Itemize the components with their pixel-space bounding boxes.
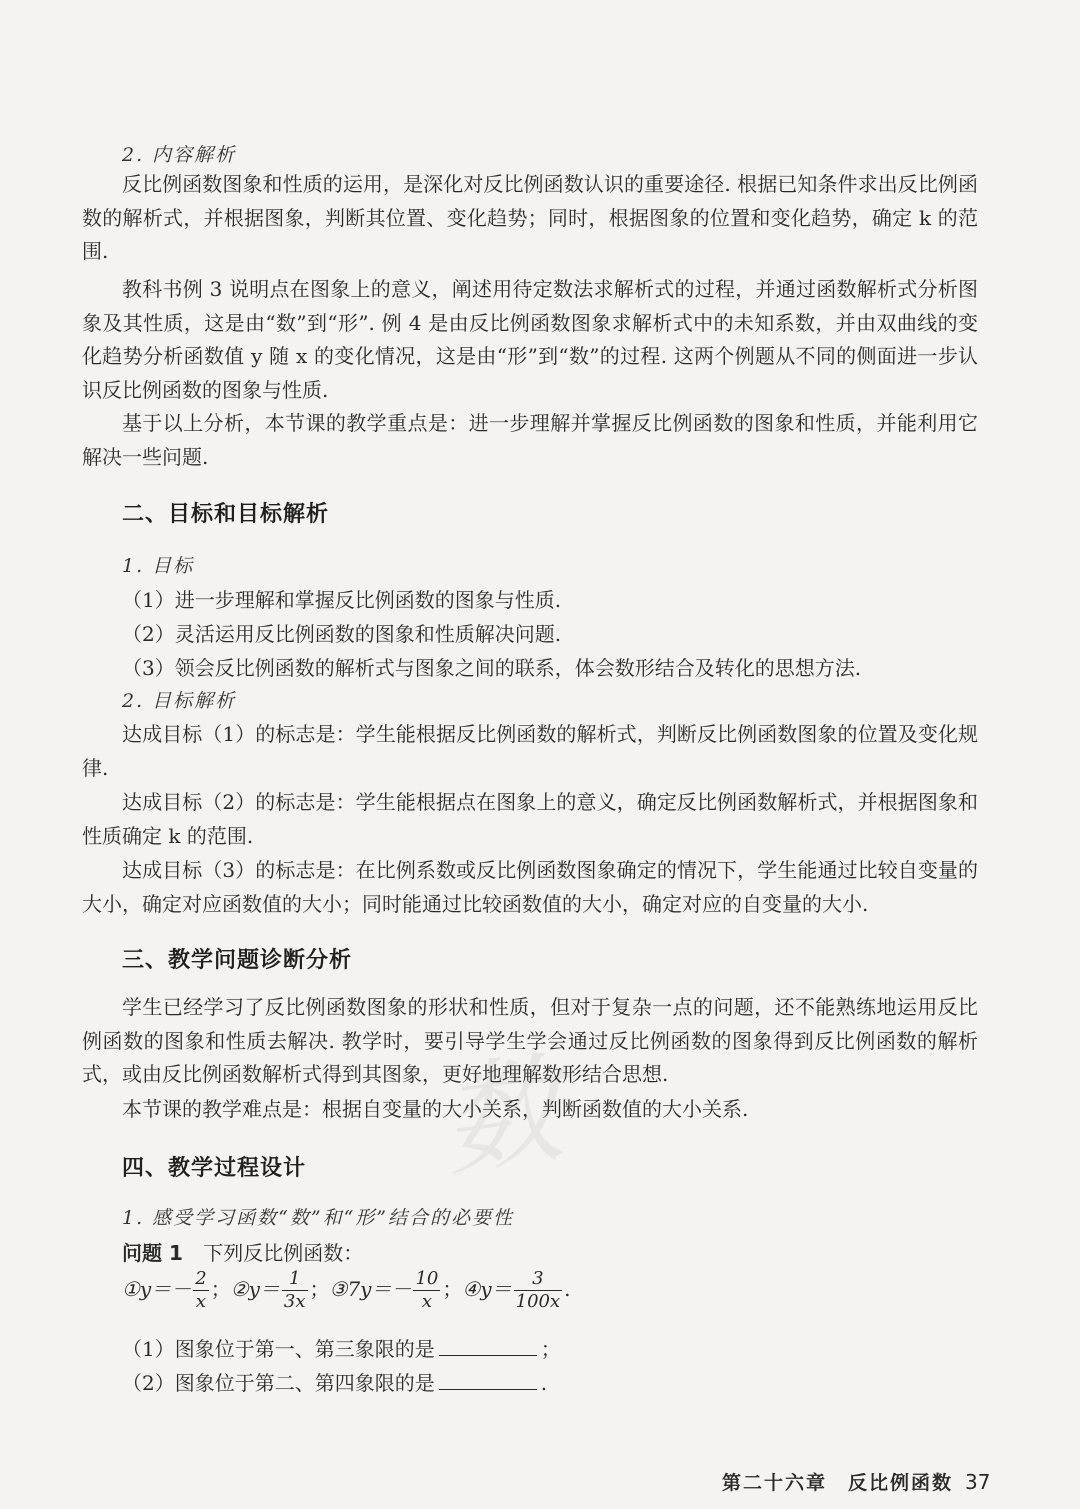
goal-item: （2）灵活运用反比例函数的图象和性质解决问题. — [122, 622, 562, 646]
subheading-goal-analysis: 2. 目标解析 — [122, 690, 237, 712]
separator: ； — [210, 1277, 231, 1301]
fraction — [193, 1268, 208, 1313]
problem-text: 下列反比例函数： — [203, 1241, 364, 1265]
formula-end: . — [564, 1277, 571, 1301]
question-end: . — [540, 1371, 548, 1395]
question-text: （2）图象位于第二、第四象限的是 — [122, 1371, 435, 1395]
problem-label: 问题 1 — [122, 1241, 183, 1265]
paragraph: 达成目标（2）的标志是：学生能根据点在图象上的意义，确定反比例函数解析式，并根据图象和性质确定 k 的范围. — [82, 790, 978, 848]
paragraph: 教科书例 3 说明点在图象上的意义，阐述用待定数法求解析式的过程，并通过函数解析式分析图象及其性质，这是由“数”到“形”. 例 4 是由反比例函数图象求解析式中的未知系数，并由双曲线的变化趋势分析函数值 y 随 x 的变化情况，这是由“形”到“数”的过程. 这两个例题从不同的侧面进一步认识反比例函数的图象与性质. — [82, 277, 978, 402]
paragraph: 基于以上分析，本节课的教学重点是：进一步理解并掌握反比例函数的图象和性质，并能利用它解决一些问题. — [82, 411, 978, 469]
numerator: 1 — [282, 1268, 308, 1291]
numerator: 2 — [195, 1268, 207, 1289]
page-number: 37 — [965, 1470, 991, 1494]
watermark: 数 — [432, 1038, 581, 1195]
question-line — [122, 1333, 561, 1362]
goal-item: （3）领会反比例函数的解析式与图象之间的联系，体会数形结合及转化的思想方法. — [122, 656, 862, 680]
separator: ； — [442, 1277, 463, 1301]
subheading-goals: 1. 目标 — [122, 555, 195, 577]
formula-line — [122, 1268, 571, 1313]
formula-1-prefix: ①y＝－ — [122, 1277, 192, 1301]
numerator: 3 — [514, 1268, 563, 1291]
formula-3-prefix: ③7y＝－ — [329, 1277, 412, 1301]
denominator: x — [195, 1291, 207, 1312]
section-title: 二、目标和目标解析 — [122, 502, 330, 527]
separator: ； — [309, 1277, 330, 1301]
denominator: 3x — [283, 1291, 306, 1312]
question-end: ； — [540, 1337, 561, 1361]
formula-4-prefix: ④y＝ — [462, 1277, 512, 1301]
formula-2-prefix: ②y＝ — [230, 1277, 280, 1301]
page-footer — [722, 1468, 990, 1495]
numerator: 10 — [415, 1268, 439, 1289]
question-line — [122, 1367, 547, 1396]
fraction — [514, 1268, 563, 1313]
paragraph: 达成目标（1）的标志是：学生能根据反比例函数的解析式，判断反比例函数图象的位置及变化规律. — [82, 722, 978, 780]
section-title: 三、教学问题诊断分析 — [122, 948, 353, 973]
chapter-title: 第二十六章 反比例函数 — [722, 1472, 954, 1494]
paragraph: 反比例函数图象和性质的运用，是深化对反比例函数认识的重要途径. 根据已知条件求出反比例函数的解析式，并根据图象，判断其位置、变化趋势；同时，根据图象的位置和变化趋势，确定 k 的范围. — [82, 172, 978, 263]
section-title: 四、教学过程设计 — [122, 1156, 307, 1181]
paragraph: 达成目标（3）的标志是：在比例系数或反比例函数图象确定的情况下，学生能通过比较自变量的大小，确定对应函数值的大小；同时能通过比较函数值的大小，确定对应的自变量的大小. — [82, 858, 978, 916]
paragraph: 本节课的教学难点是：根据自变量的大小关系，判断函数值的大小关系. — [122, 1097, 749, 1121]
answer-blank[interactable] — [439, 1337, 537, 1356]
paragraph: 学生已经学习了反比例函数图象的形状和性质，但对于复杂一点的问题，还不能熟练地运用反比例函数的图象和性质去解决. 教学时，要引导学生学会通过反比例函数的图象得到反比例函数的解析式，或由反比例函数解析式得到其图象，更好地理解数形结合思想. — [82, 995, 978, 1086]
denominator: x — [421, 1291, 433, 1312]
subheading-process: 1. 感受学习函数“数”和“形”结合的必要性 — [122, 1207, 515, 1229]
goal-item: （1）进一步理解和掌握反比例函数的图象与性质. — [122, 588, 562, 612]
subheading-content-analysis: 2. 内容解析 — [122, 144, 237, 166]
fraction — [413, 1268, 440, 1313]
denominator: 100x — [515, 1291, 561, 1312]
question-text: （1）图象位于第一、第三象限的是 — [122, 1337, 435, 1361]
problem-line — [122, 1237, 363, 1266]
fraction — [282, 1268, 308, 1313]
answer-blank[interactable] — [439, 1371, 537, 1390]
